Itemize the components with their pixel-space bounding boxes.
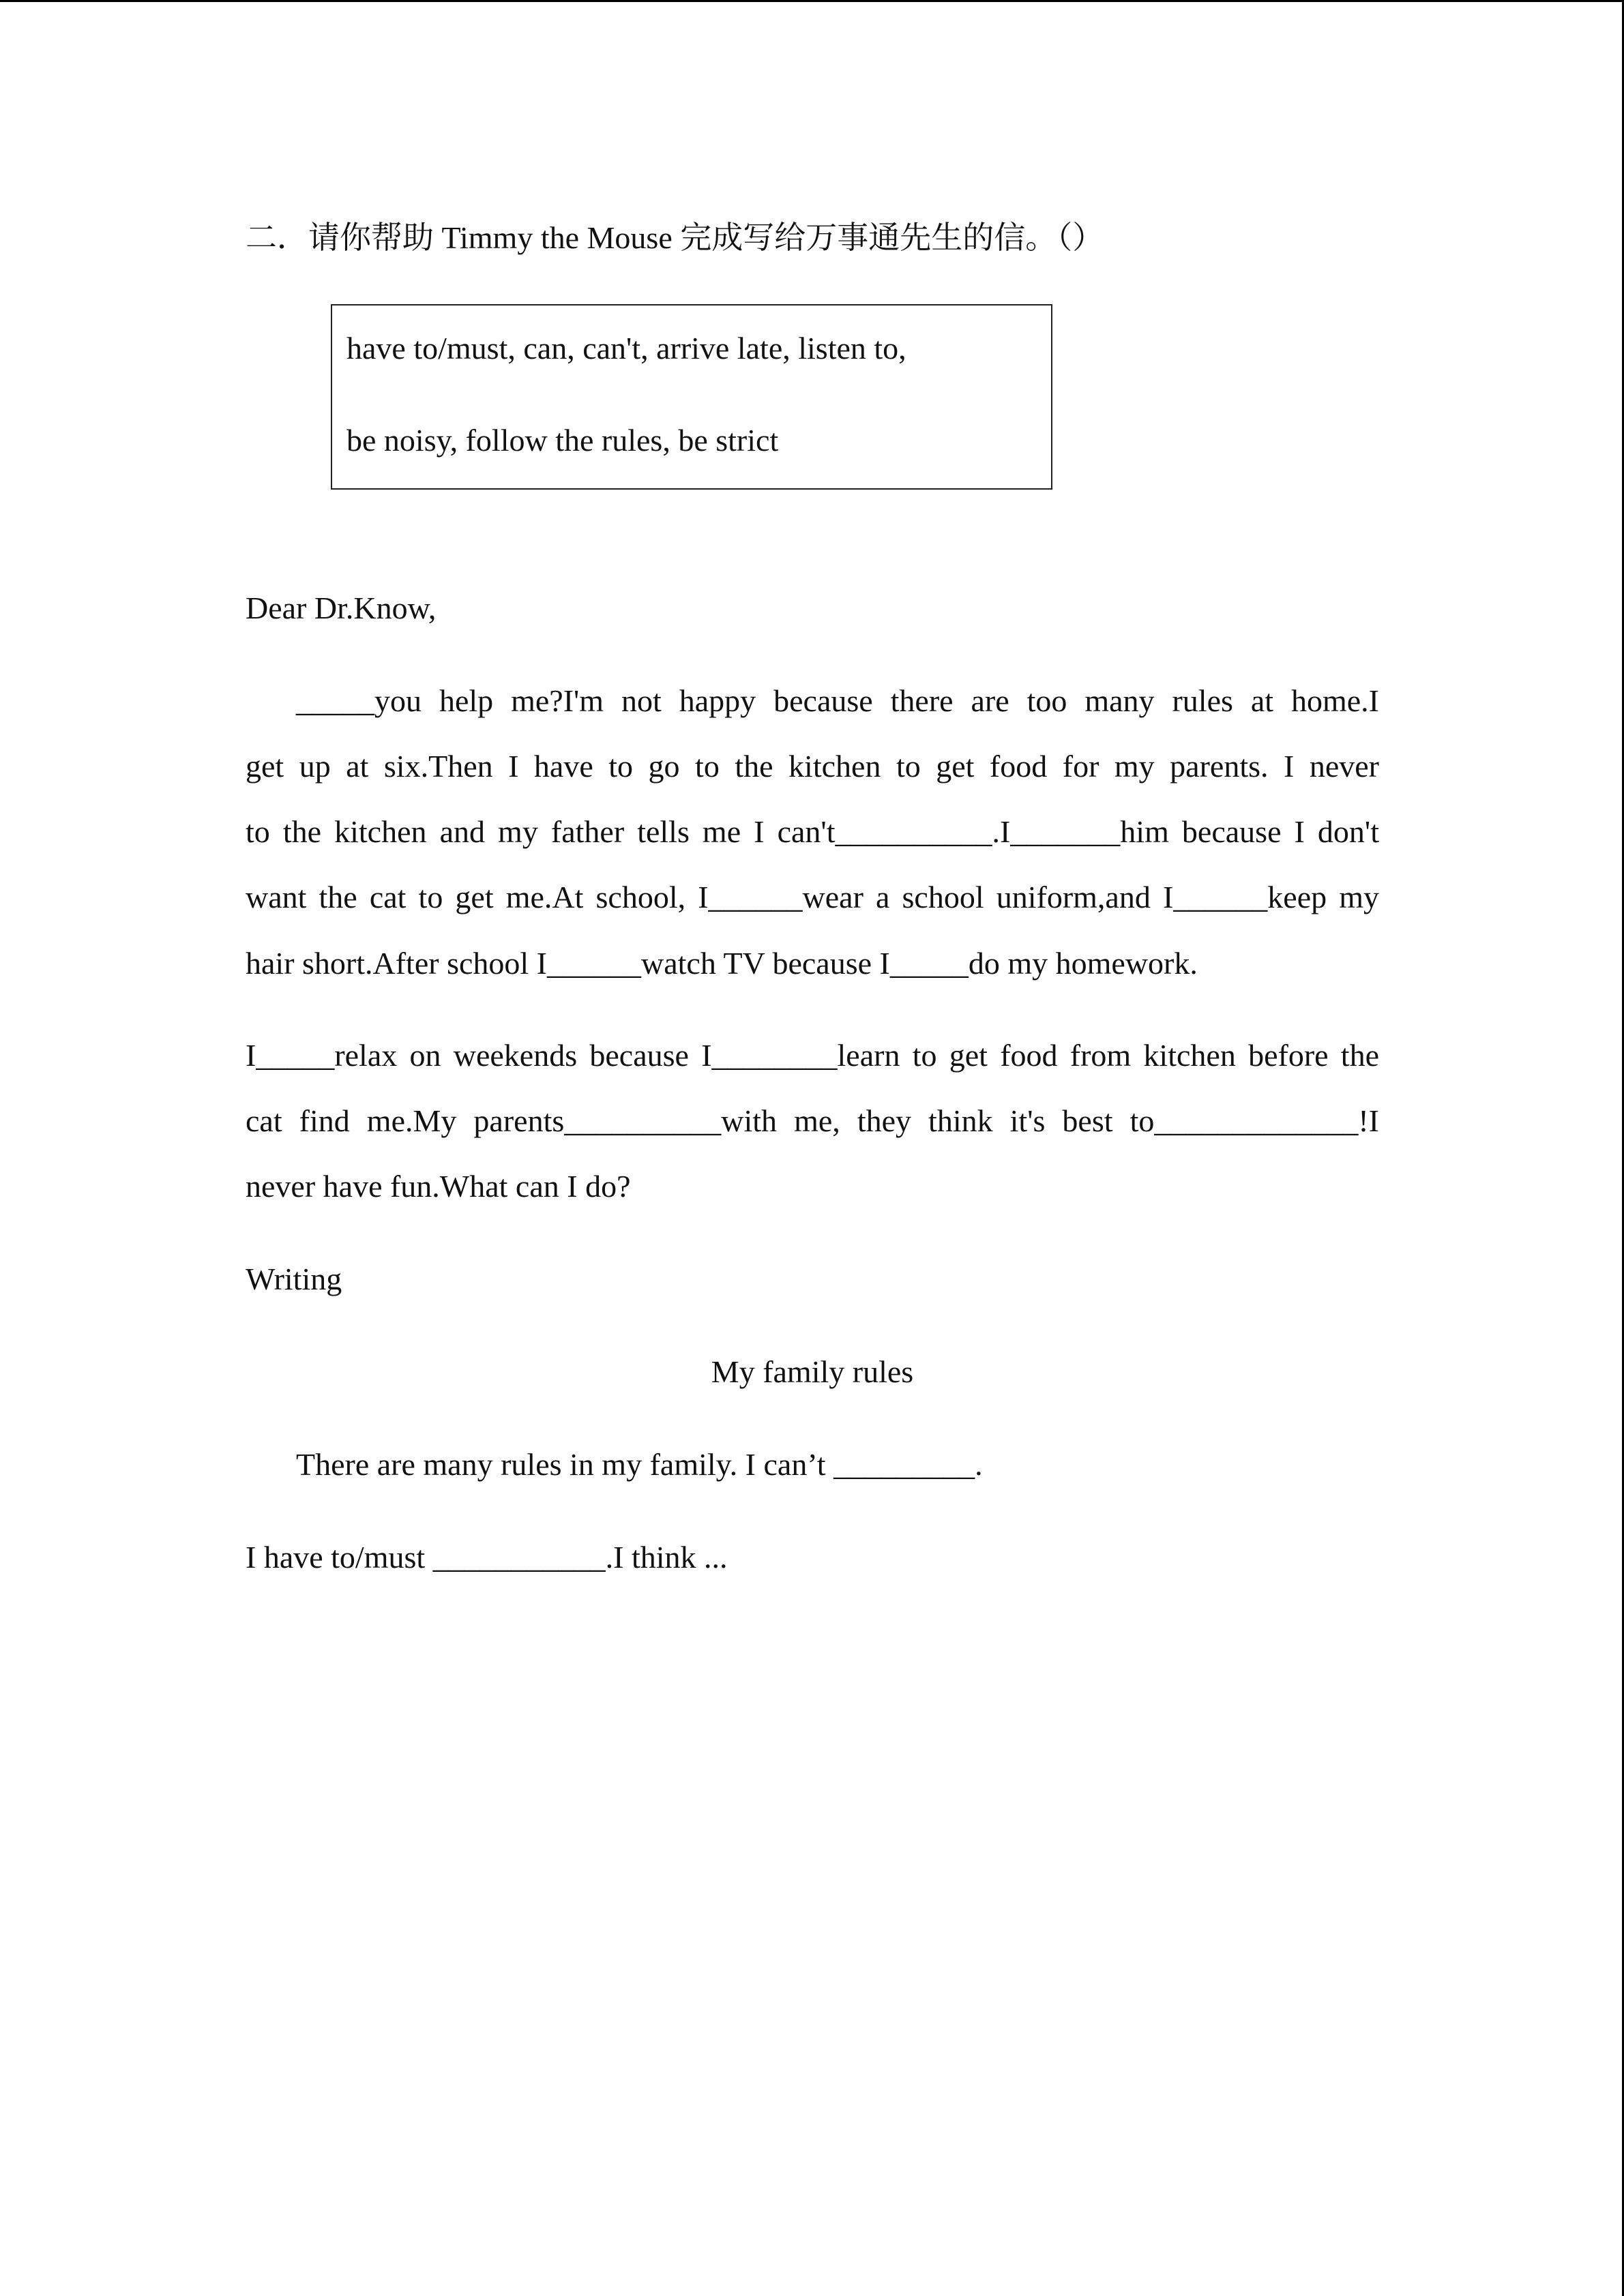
letter-line-8: never have fun.What can I do? [246,1169,631,1204]
writing-label: Writing [246,1262,342,1296]
page-top-border [0,0,1624,2]
letter-line-3: to the kitchen and my father tells me I can't__________.I_______him because I don't [246,814,1379,849]
letter-line-6: I_____relax on weekends because I________learn to get food from kitchen before the [246,1038,1379,1073]
writing-line-2: I have to/must ___________.I think ... [246,1540,728,1575]
word-bank-box [331,304,1052,490]
writing-title: My family rules [711,1354,914,1389]
section-heading: 二．请你帮助 Timmy the Mouse 完成写给万事通先生的信。（） [246,220,1104,255]
letter-line-1: _____you help me?I'm not happy because there are too many rules at home.I [296,683,1379,718]
word-bank-line-2: be noisy, follow the rules, be strict [346,423,779,458]
letter-greeting: Dear Dr.Know, [246,591,437,625]
writing-line-1: There are many rules in my family. I can’t _________. [296,1447,983,1482]
word-bank-line-1: have to/must, can, can't, arrive late, listen to, [346,331,906,366]
letter-line-2: get up at six.Then I have to go to the kitchen to get food for my parents. I never [246,749,1379,784]
letter-line-4: want the cat to get me.At school, I______wear a school uniform,and I______keep my [246,880,1379,914]
letter-line-7: cat find me.My parents__________with me, they think it's best to_____________!I [246,1103,1379,1138]
letter-line-5: hair short.After school I______watch TV because I_____do my homework. [246,946,1198,981]
